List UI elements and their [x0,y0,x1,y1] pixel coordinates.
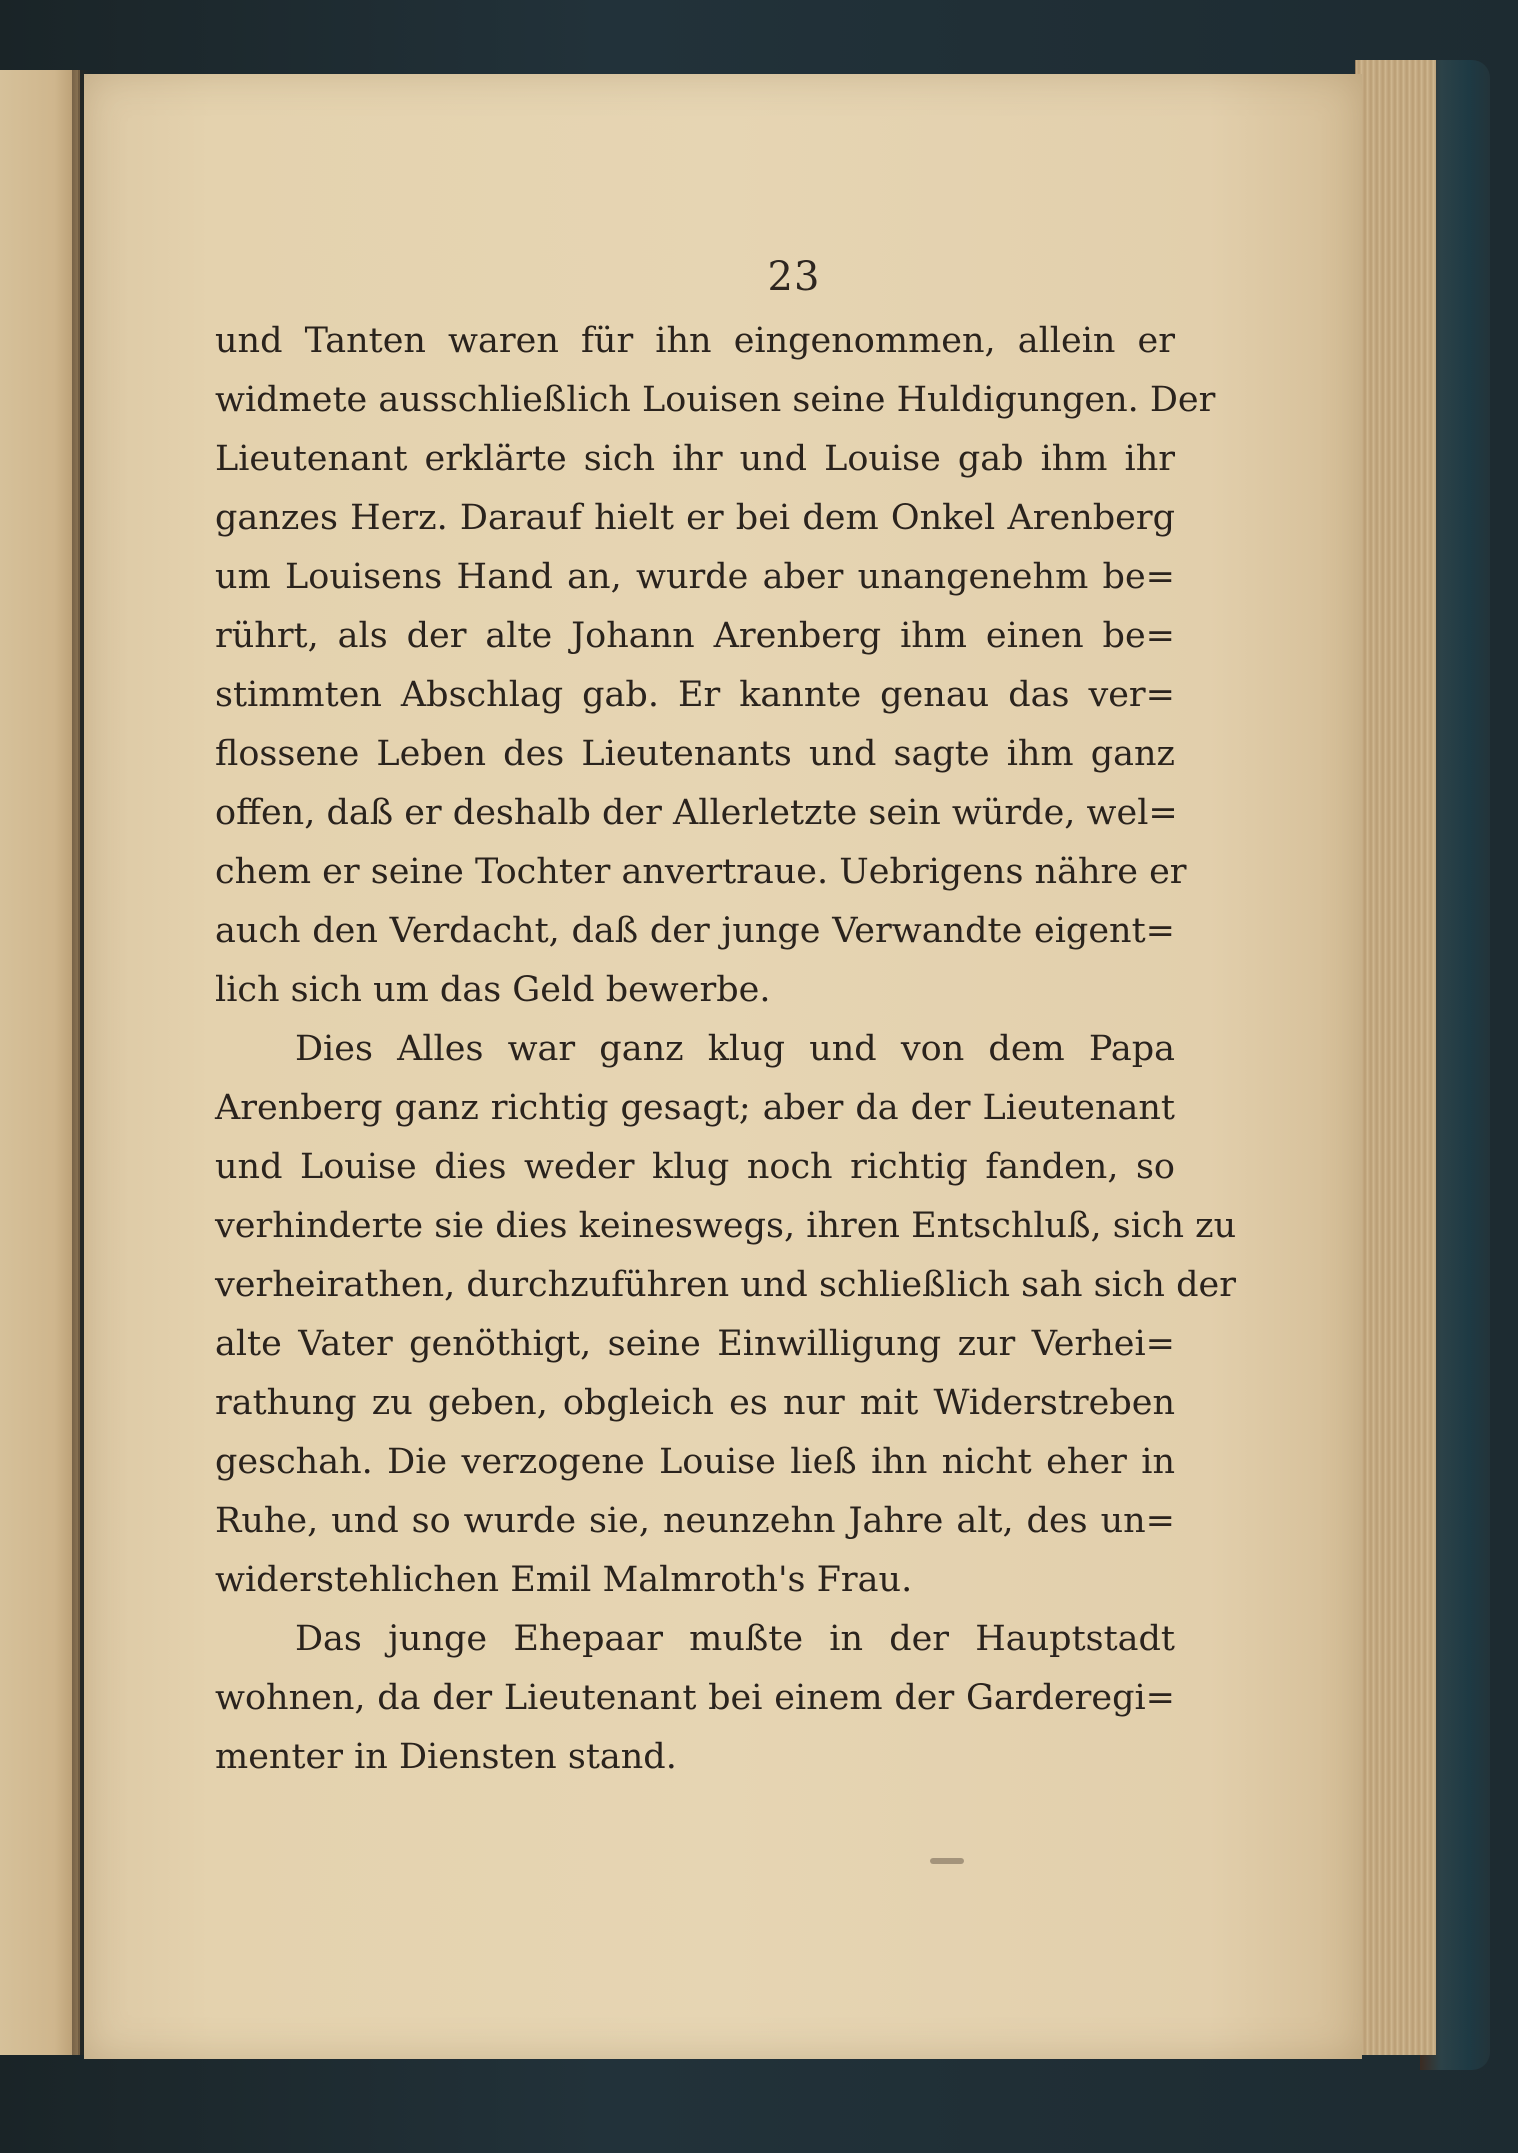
text-line: und Tanten waren für ihn eingenommen, allein er [215,321,1175,361]
text-line: und Louise dies weder klug noch richtig fanden, so [215,1147,1175,1187]
text-line: rathung zu geben, obgleich es nur mit Widerstreben [215,1383,1175,1423]
text-line: Das junge Ehepaar mußte in der Hauptstadt [295,1619,1175,1659]
text-line: widmete ausschließlich Louisen seine Huldigungen. Der [215,380,1216,420]
text-line: Arenberg ganz richtig gesagt; aber da der Lieutenant [215,1088,1175,1128]
text-line: lich sich um das Geld bewerbe. [215,970,771,1010]
text-line: alte Vater genöthigt, seine Einwilligung zur Verhei= [215,1324,1175,1364]
paragraph [215,1020,1237,1610]
text-line: chem er seine Tochter anvertraue. Uebrigens nähre er [215,852,1187,892]
text-line: widerstehlichen Emil Malmroth's Frau. [215,1560,913,1600]
text-line: offen, daß er deshalb der Allerletzte sein würde, wel= [215,793,1178,833]
text-line: flossene Leben des Lieutenants und sagte ihm ganz [215,734,1175,774]
text-line: wohnen, da der Lieutenant bei einem der Garderegi= [215,1678,1175,1718]
text-line: Dies Alles war ganz klug und von dem Papa [295,1029,1175,1069]
paragraph [215,1610,1175,1787]
text-line: verhinderte sie dies keineswegs, ihren Entschluß, sich zu [215,1206,1237,1246]
text-line: stimmten Abschlag gab. Er kannte genau das ver= [215,675,1175,715]
text-line: geschah. Die verzogene Louise ließ ihn nicht eher in [215,1442,1175,1482]
previous-page-edge [0,70,80,2055]
paragraph [215,312,1216,1020]
paper-blemish [930,1858,964,1864]
page-text [215,312,1237,1787]
text-line: um Louisens Hand an, wurde aber unangenehm be= [215,557,1175,597]
page-number: 23 [767,254,821,300]
text-line: menter in Diensten stand. [215,1737,677,1777]
text-line: ganzes Herz. Darauf hielt er bei dem Onkel Arenberg [215,498,1175,538]
text-line: Ruhe, und so wurde sie, neunzehn Jahre alt, des un= [215,1501,1175,1541]
page-stack-edge [1355,60,1436,2055]
text-line: rührt, als der alte Johann Arenberg ihm einen be= [215,616,1175,656]
text-line: Lieutenant erklärte sich ihr und Louise gab ihm ihr [215,439,1175,479]
text-line: verheirathen, durchzuführen und schließlich sah sich der [215,1265,1236,1305]
text-line: auch den Verdacht, daß der junge Verwandte eigent= [215,911,1175,951]
